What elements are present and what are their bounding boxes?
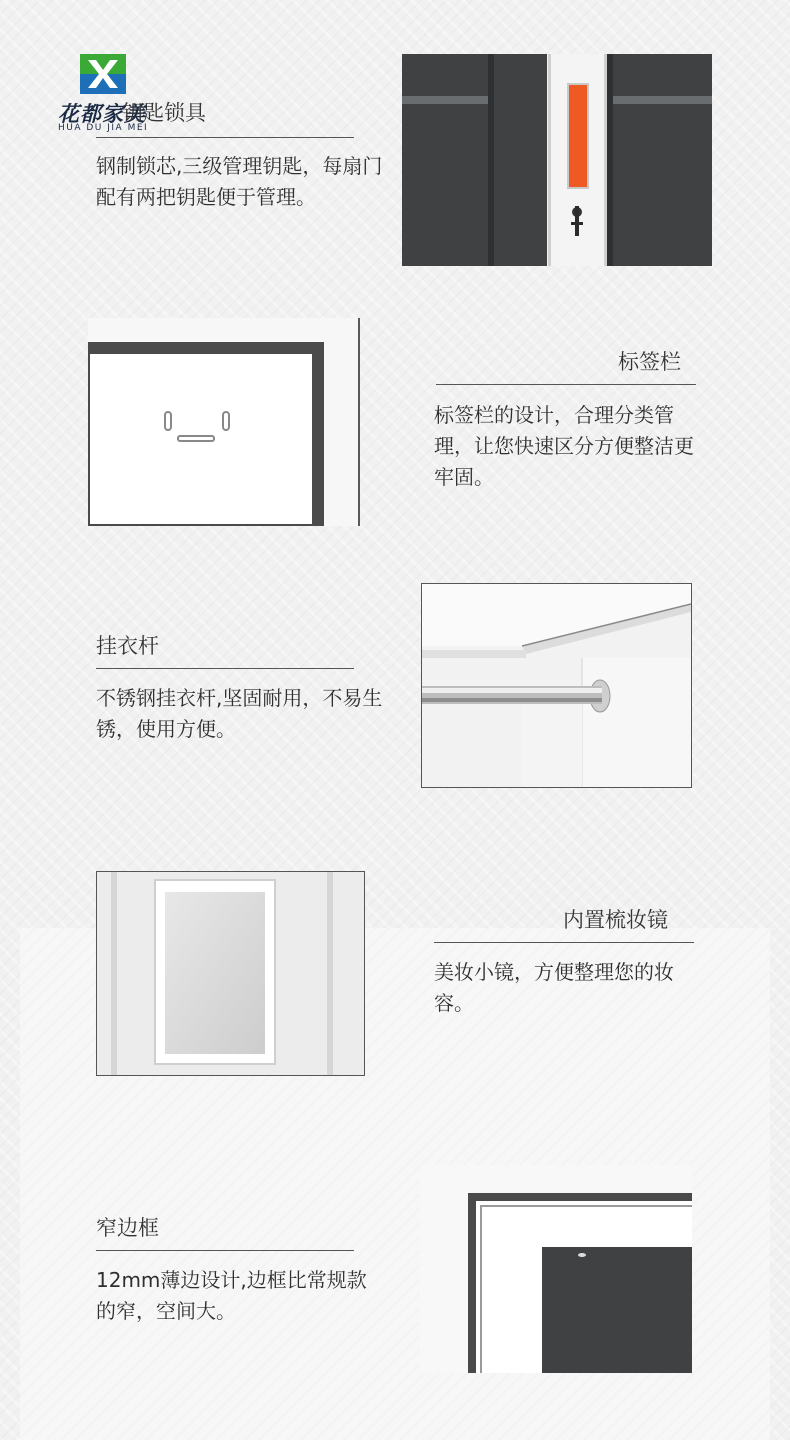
feature-title-lock: 钥匙锁具	[122, 101, 206, 125]
feature-desc-rod: 不锈钢挂衣杆,坚固耐用，不易生锈，使用方便。	[96, 686, 383, 741]
lock-photo	[402, 54, 712, 266]
narrow-frame-photo	[420, 1165, 692, 1373]
feature-desc-label: 标签栏的设计，合理分类管理，让您快速区分方便整洁更牢固。	[434, 403, 694, 489]
feature-title-rod: 挂衣杆	[96, 634, 159, 658]
label-slot-photo	[88, 318, 360, 526]
divider	[436, 384, 696, 385]
logo-mark-icon	[80, 54, 126, 94]
feature-title-frame: 窄边框	[96, 1216, 159, 1240]
divider	[96, 137, 354, 138]
mirror-photo	[96, 871, 365, 1076]
feature-desc-lock: 钢制锁芯,三级管理钥匙，每扇门配有两把钥匙便于管理。	[96, 154, 383, 209]
divider	[96, 1250, 354, 1251]
divider	[434, 942, 694, 943]
feature-desc-frame: 12mm薄边设计,边框比常规款的窄，空间大。	[96, 1268, 367, 1323]
brand-name-cn: 花都家美	[58, 102, 146, 126]
hanging-rod-photo	[421, 583, 692, 788]
feature-title-label: 标签栏	[618, 350, 681, 374]
feature-title-mirror: 内置梳妆镜	[563, 908, 668, 932]
feature-desc-mirror: 美妆小镜，方便整理您的妆容。	[434, 960, 674, 1015]
brand-name-en: HUA DU JIA MEI	[58, 123, 149, 133]
divider	[96, 668, 354, 669]
